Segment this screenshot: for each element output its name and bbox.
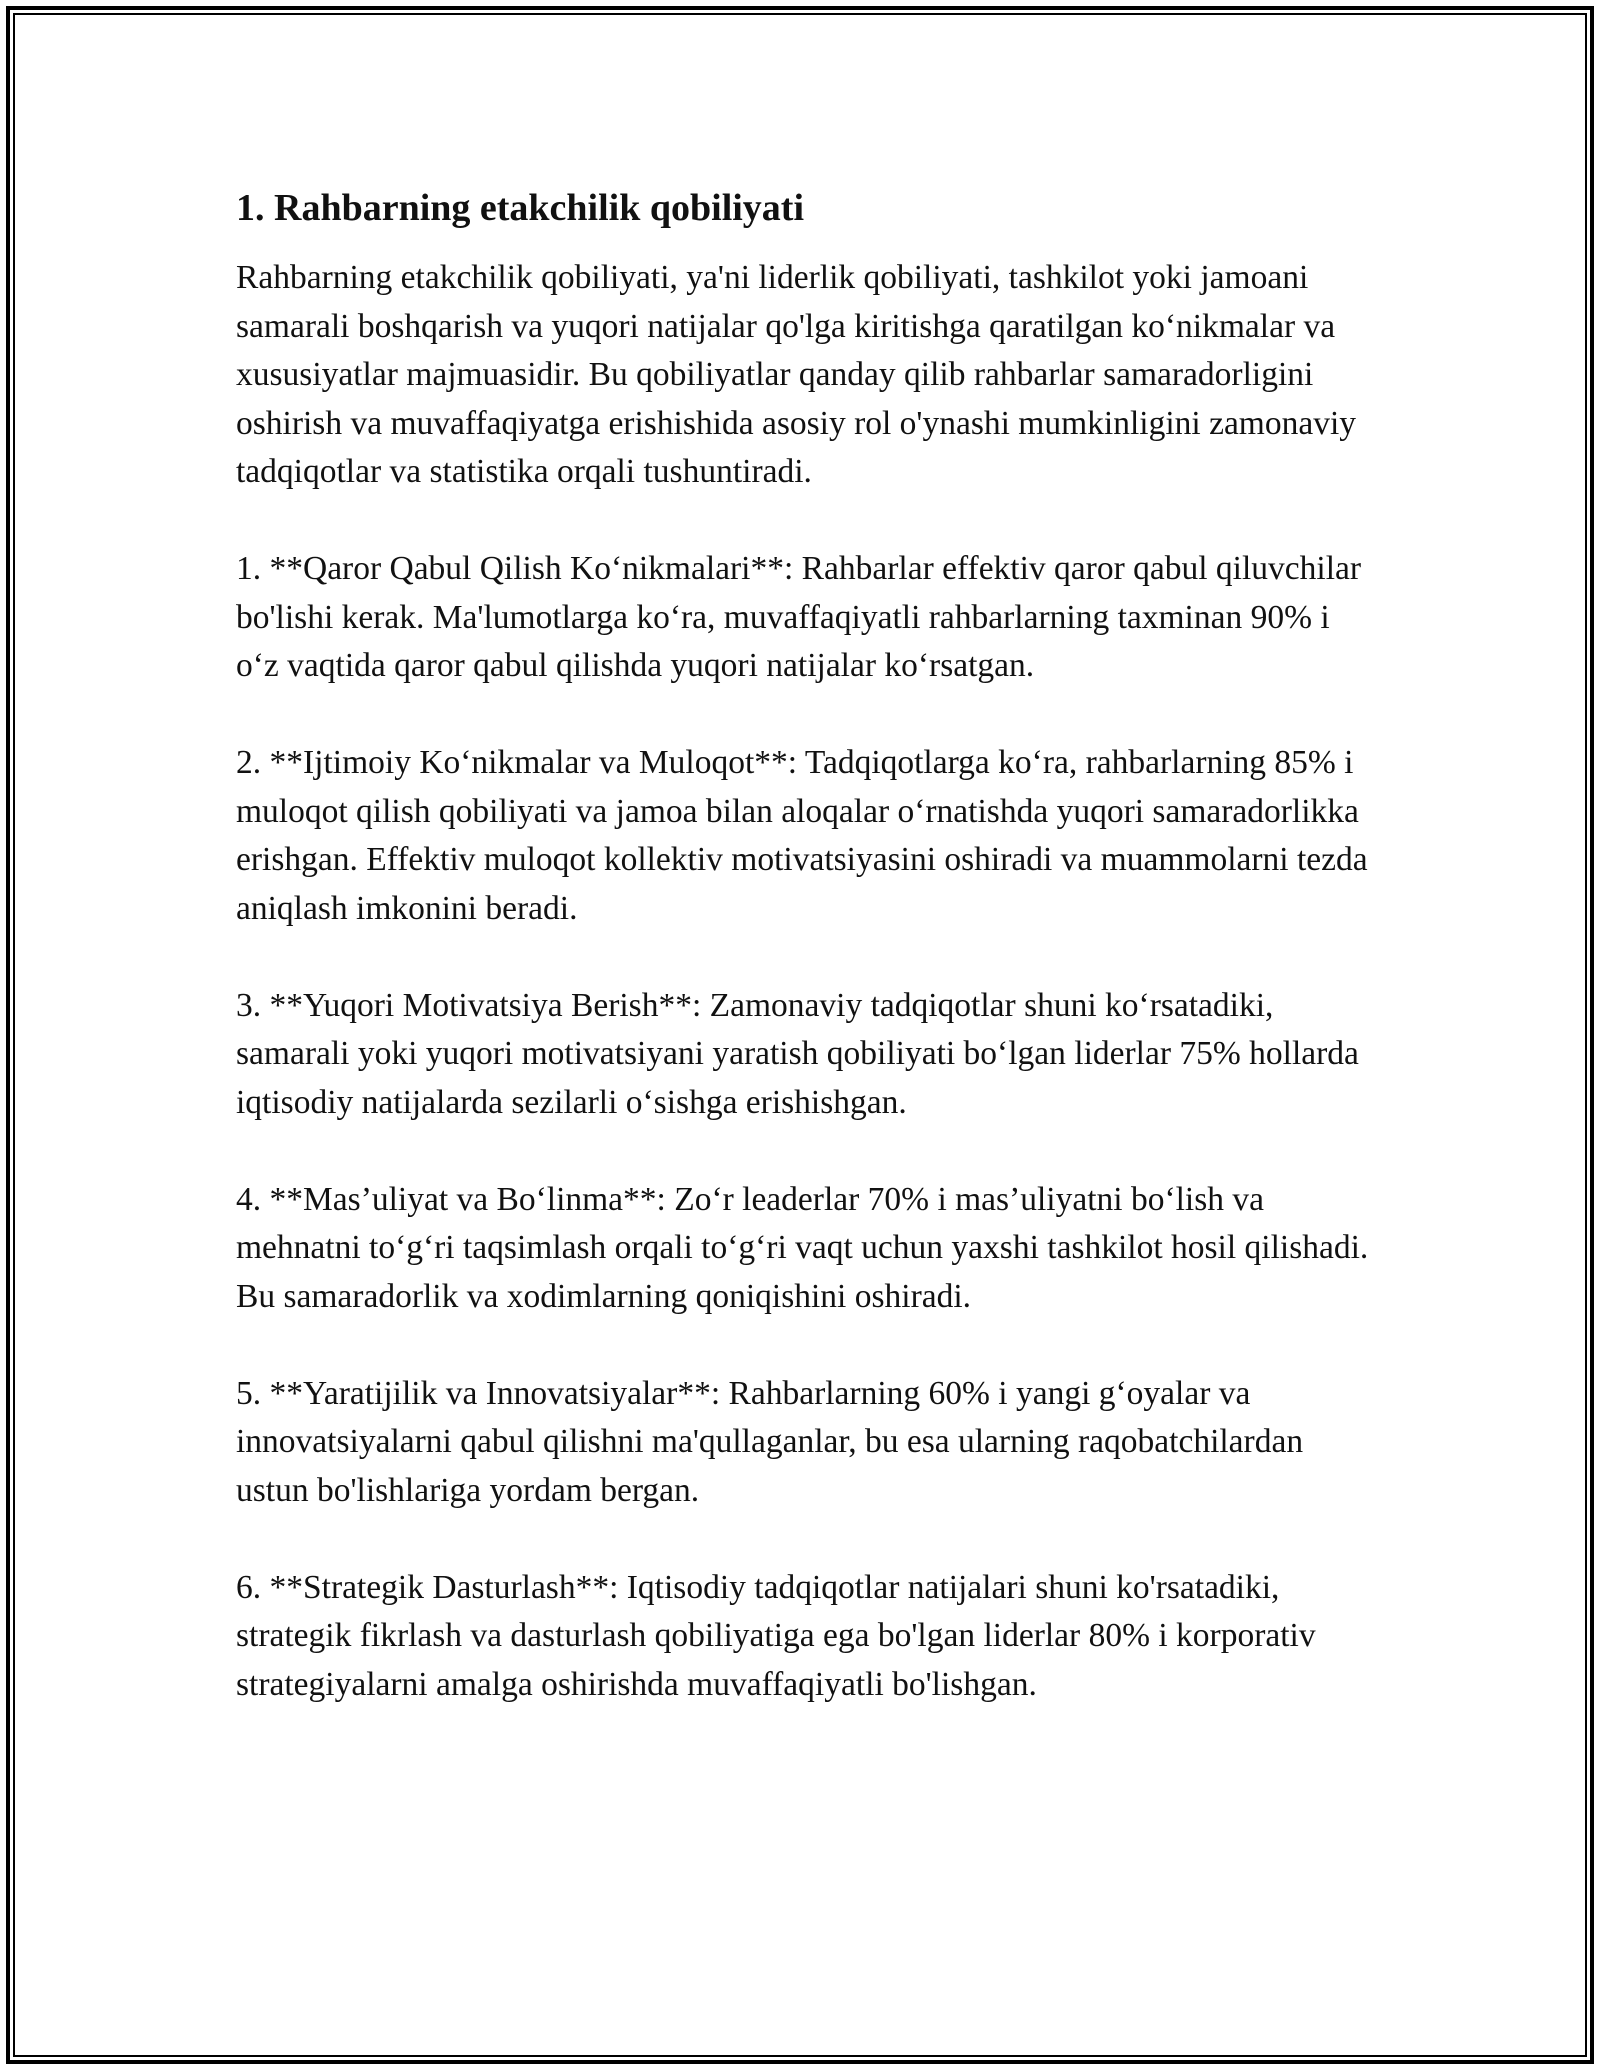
list-item-decision-making: 1. **Qaror Qabul Qilish Ko‘nikmalari**: Rahbarlar effektiv qaror qabul qiluvchilar bo'lishi kerak. Ma'lumotlarga ko‘ra, muvaffaqiyatli rahbarlarning taxminan 90% i o‘z vaqtida qaror qabul qilishda yuqori natijalar ko‘rsatgan. — [236, 550, 1362, 684]
list-item-social-skills: 2. **Ijtimoiy Ko‘nikmalar va Muloqot**: Tadqiqotlarga ko‘ra, rahbarlarning 85% i muloqot qilish qobiliyati va jamoa bilan aloqalar o‘rnatishda yuqori samaradorlikka erishgan. Effektiv muloqot kollektiv motivatsiyasini oshiradi va muammolarni tezda aniqlash imkonini beradi. — [236, 744, 1368, 927]
intro-paragraph: Rahbarning etakchilik qobiliyati, ya'ni liderlik qobiliyati, tashkilot yoki jamoani samarali boshqarish va yuqori natijalar qo'lga kiritishga qaratilgan ko‘nikmalar va xususiyatlar majmuasidir. Bu qobiliyatlar qanday qilib rahbarlar samaradorligini oshirish va muvaffaqiyatga erishishida asosiy rol o'ynashi mumkinligini zamonaviy tadqiqotlar va statistika orqali tushuntiradi. — [236, 259, 1357, 490]
document-body — [236, 184, 1376, 1758]
list-item-innovation: 5. **Yaratijilik va Innovatsiyalar**: Rahbarlarning 60% i yangi g‘oyalar va innovatsiyalarni qabul qilishni ma'qullaganlar, bu esa ularning raqobatchilardan ustun bo'lishlariga yordam bergan. — [236, 1374, 1304, 1509]
section-title: 1. Rahbarning etakchilik qobiliyati — [236, 187, 805, 229]
list-item-motivation: 3. **Yuqori Motivatsiya Berish**: Zamonaviy tadqiqotlar shuni ko‘rsatadiki, samarali yoki yuqori motivatsiyani yaratish qobiliyati bo‘lgan liderlar 75% hollarda iqtisodiy natijalarda sezilarli o‘sishga erishishgan. — [236, 986, 1359, 1121]
list-item-responsibility: 4. **Mas’uliyat va Bo‘linma**: Zo‘r leaderlar 70% i mas’uliyatni bo‘lish va mehnatni to‘g‘ri taqsimlash orqali to‘g‘ri vaqt uchun yaxshi tashkilot hosil qilishadi. Bu samaradorlik va xodimlarning qoniqishini oshiradi. — [236, 1180, 1369, 1315]
list-item-strategic-planning: 6. **Strategik Dasturlash**: Iqtisodiy tadqiqotlar natijalari shuni ko'rsatadiki, strategik fikrlash va dasturlash qobiliyatiga ega bo'lgan liderlar 80% i korporativ strategiyalarni amalga oshirishda muvaffaqiyatli bo'lishgan. — [236, 1568, 1316, 1703]
